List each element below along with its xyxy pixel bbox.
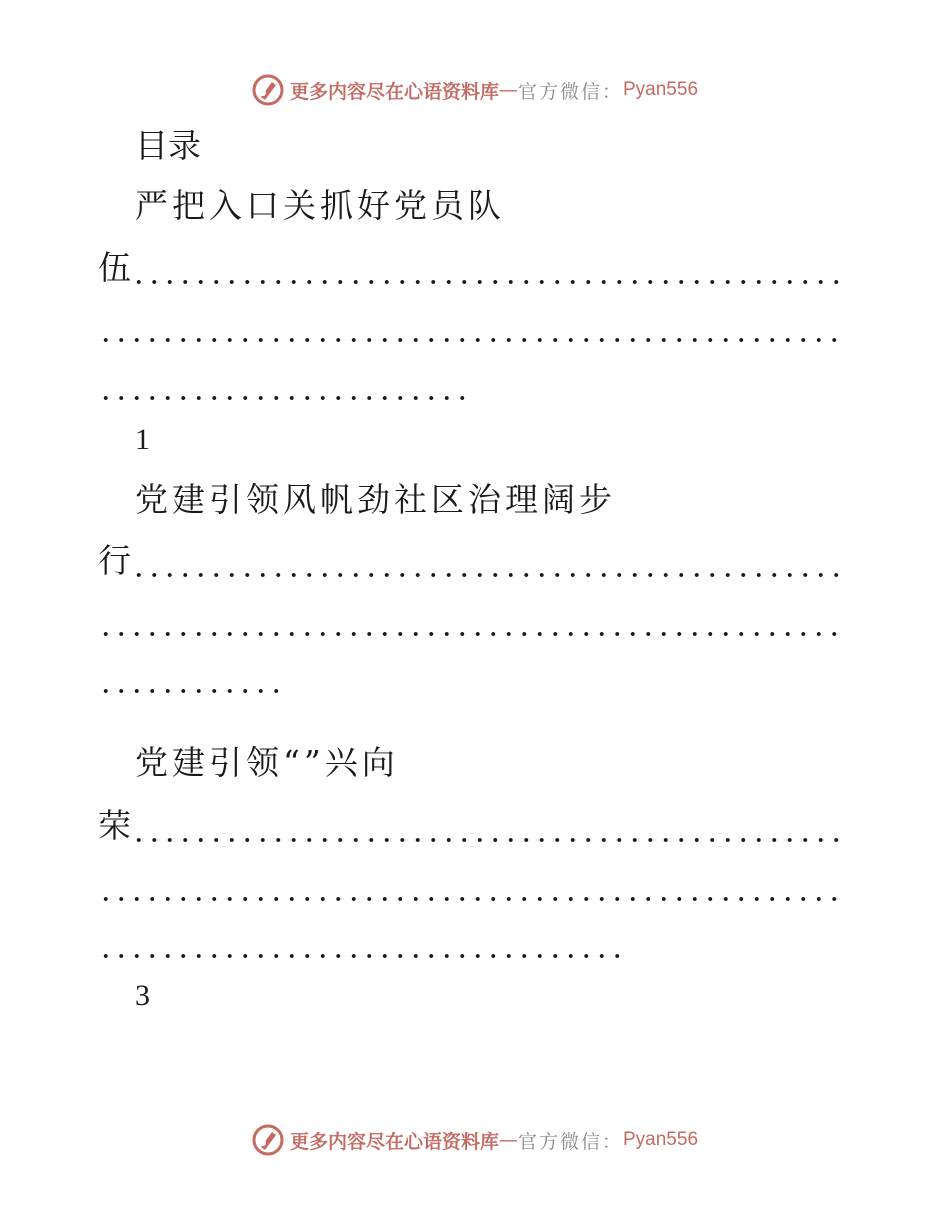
dot-leader — [131, 806, 842, 846]
toc-entry-1-title-tail: 伍 — [98, 248, 131, 287]
footer-watermark — [0, 1120, 950, 1160]
watermark-wechat-label: 官方微信： — [517, 1130, 623, 1153]
toc-entry-1-title: 严把入口关抓好党员队 — [135, 186, 505, 225]
toc-entry-1-leader-line-1 — [98, 248, 842, 288]
toc-entry-3-title: 党建引领“”兴向 — [135, 743, 399, 782]
toc-entry-1-page: 1 — [135, 423, 150, 456]
dot-leader — [98, 657, 284, 697]
watermark-wechat-id: Pyan556 — [623, 1129, 699, 1150]
dot-leader — [131, 541, 842, 581]
dot-leader — [98, 922, 625, 962]
toc-entry-1-leader-line-2 — [98, 306, 842, 346]
toc-entry-2-title: 党建引领风帆劲社区治理阔步 — [135, 480, 616, 519]
header-watermark — [0, 70, 950, 110]
toc-entry-2-leader-line-2 — [98, 600, 842, 640]
watermark-title: 更多内容尽在心语资料库 — [289, 1130, 499, 1153]
watermark-dash: — — [498, 79, 518, 101]
dot-leader — [131, 248, 842, 288]
toc-entry-3-page: 3 — [135, 979, 150, 1012]
pen-logo-icon — [252, 1124, 284, 1156]
watermark-dash: — — [498, 1129, 518, 1151]
dot-leader — [98, 600, 842, 640]
dot-leader — [98, 364, 470, 404]
toc-entry-2-leader-line-1 — [98, 541, 842, 581]
pen-logo-icon — [252, 74, 284, 106]
toc-entry-1-leader-line-3 — [98, 364, 842, 404]
watermark-wechat-label: 官方微信： — [517, 80, 623, 103]
watermark-title: 更多内容尽在心语资料库 — [289, 80, 499, 103]
toc-entry-3-leader-line-3 — [98, 922, 842, 962]
toc-entry-3-title-tail: 荣 — [98, 806, 131, 845]
toc-entry-2-title-tail: 行 — [98, 541, 131, 580]
toc-entry-3-leader-line-2 — [98, 865, 842, 905]
dot-leader — [98, 306, 842, 346]
toc-entry-3-leader-line-1 — [98, 806, 842, 846]
dot-leader — [98, 865, 842, 905]
toc-heading: 目录 — [135, 126, 201, 165]
watermark-wechat-id: Pyan556 — [623, 79, 699, 100]
toc-entry-2-leader-line-3 — [98, 657, 842, 697]
